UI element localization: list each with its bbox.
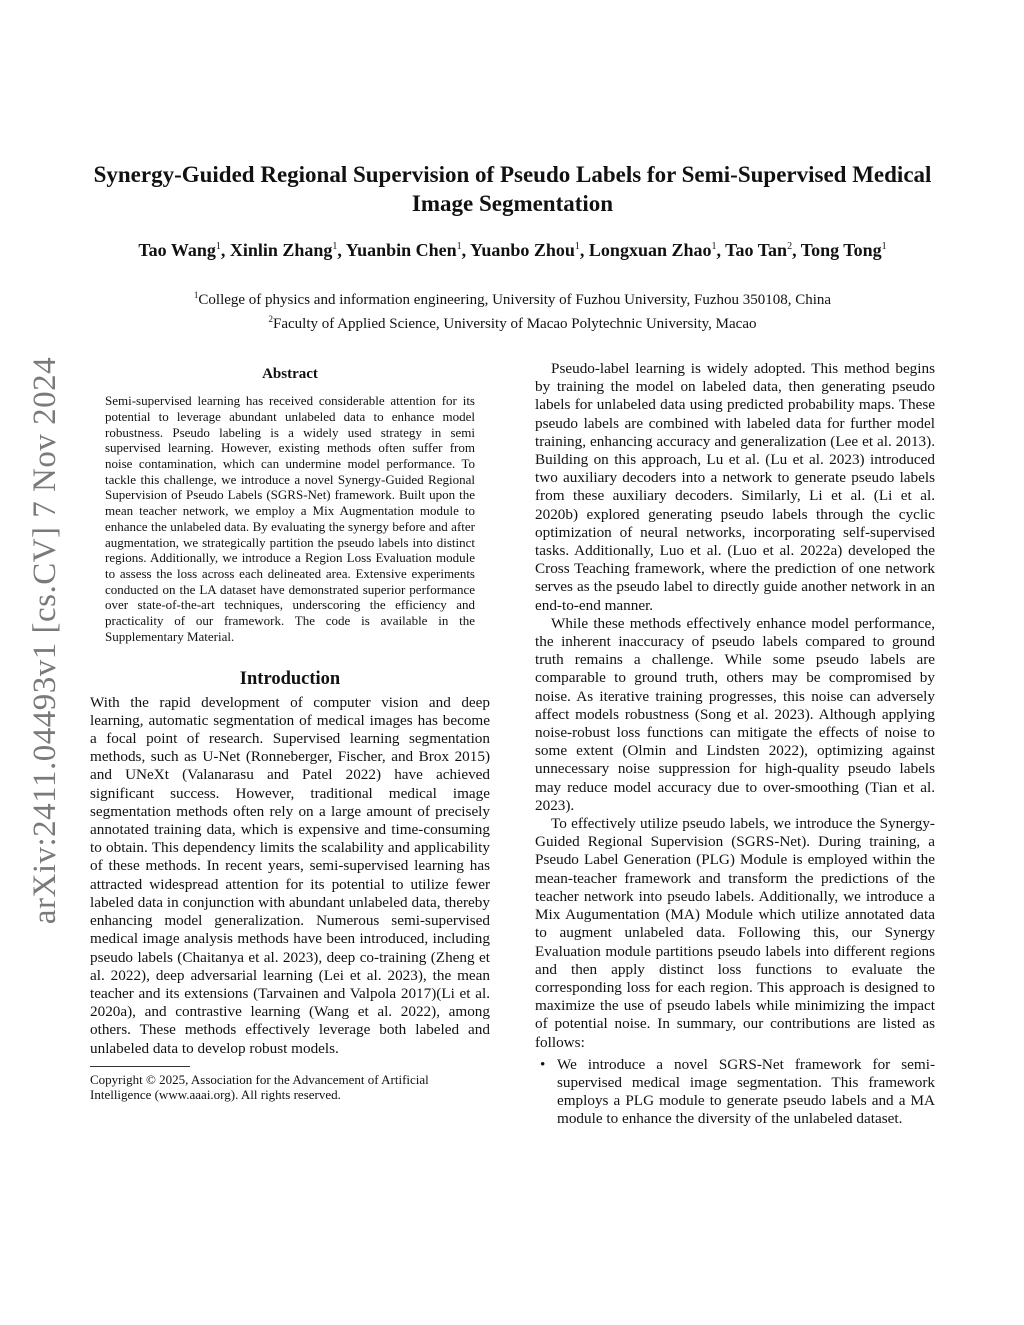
affiliation: $^2$Faculty of Applied Science, University of Macao Polytechnic University, Macao — [268, 314, 757, 332]
body-paragraph: While these methods effectively enhance model performance, the inherent inaccuracy of pseudo labels compared to ground truth remains a challenge. While some pseudo labels are comparable to ground truth, others may be compromised by noise. As iterative training progresses, this noise can adversely affect models robustness (Song et al. 2023). Although applying noise-robust loss functions can mitigate the effects of noise to some extent (Olmin and Lindsten 2022), optimizing against unnecessary noise suppression for high-quality pseudo labels may reduce model accuracy due to over-smoothing (Tian et al. 2023). — [535, 614, 935, 814]
body-paragraph: To effectively utilize pseudo labels, we introduce the Synergy-Guided Regional Supervision (SGRS-Net). During training, a Pseudo Label Generation (PLG) Module is employed within the mean-teacher framework and transform the predictions of the teacher network into pseudo labels. Additionally, we introduce a Mix Augumentation (MA) Module which utilize annotated data to augment unlabeled data. Following this, our Synergy Evaluation module partitions pseudo labels into different regions and then apply distinct loss functions to evaluate the corresponding loss for each region. This approach is designed to maximize the use of pseudo labels while minimizing the impact of potential noise. In summary, our contributions are listed as follows: — [535, 815, 935, 1051]
intro-paragraph: With the rapid development of computer vision and deep learning, automatic segmentation of medical images has become a focal point of research. Supervised learning segmentation methods, such as U-Net (Ronneberger, Fischer, and Brox 2015) and UNeXt (Valanarasu and Patel 2022) have achieved significant success. However, traditional medical image segmentation methods often rely on a large amount of precisely annotated training data, which is expensive and time-consuming to obtain. This dependency limits the scalability and applicability of these methods. In recent years, semi-supervised learning has attracted widespread attention for its potential to utilize fewer labeled data in conjunction with abundant unlabeled data, thereby enhancing model generalization. Numerous semi-supervised medical image analysis methods have been introduced, including pseudo labels (Chaitanya et al. 2023), deep co-training (Zheng et al. 2022), deep adversarial learning (Lei et al. 2023), the mean teacher and its extensions (Tarvainen and Valpola 2017)(Li et al. 2020a), and contrastive learning (Wang et al. 2022), among others. These methods effectively leverage both labeled and unlabeled data to develop robust models. — [90, 693, 490, 1057]
body-paragraph: Pseudo-label learning is widely adopted. This method begins by training the model on labeled data, then generating pseudo labels for unlabeled data using predicted probability maps. These pseudo labels are combined with labeled data for further model training, enhancing accuracy and generalization (Lee et al. 2013). Building on this approach, Lu et al. (Lu et al. 2023) introduced two auxiliary decoders into a network to generate pseudo labels from these auxiliary decoders. Similarly, Li et al. (Li et al. 2020b) explored generating pseudo labels through the cyclic optimization of neural networks, incorporating self-supervised tasks. Additionally, Luo et al. (Luo et al. 2022a) developed the Cross Teaching framework, where the prediction of one network serves as the pseudo label to directly guide another network in an end-to-end manner. — [535, 360, 935, 614]
copyright-footnote: Copyright © 2025, Association for the Advancement of Artificial Intelligence (www.aaai.org). All rights reserved. — [90, 1071, 429, 1103]
author: Tao Wang$^1$ — [138, 240, 221, 260]
right-column — [535, 360, 935, 1129]
author: Tong Tong$^1$ — [800, 240, 887, 260]
list-item — [535, 1056, 935, 1129]
left-column — [90, 360, 490, 1103]
footnote-divider — [90, 1066, 190, 1067]
introduction-heading: Introduction — [239, 669, 341, 690]
author: Yuanbo Zhou$^1$ — [470, 240, 580, 260]
arxiv-side-label — [16, 345, 76, 935]
contribution-text: We introduce a novel SGRS-Net framework for semi-supervised medical image segmentation. This framework employs a PLG module to generate pseudo labels and a MA module to enhance the diversity of the unlabeled dataset. — [557, 1055, 935, 1128]
author: Tao Tan$^2$ — [725, 240, 793, 260]
abstract-text: Semi-supervised learning has received considerable attention for its potential to leverage abundant unlabeled data to enhance model robustness. Pseudo labeling is a widely used strategy in semi supervised learning. However, existing methods often suffer from noise contamination, which can undermine model performance. To tackle this challenge, we introduce a novel Synergy-Guided Regional Supervision of Pseudo Labels (SGRS-Net) framework. Built upon the mean teacher network, we employ a Mix Augmentation module to enhance the unlabeled data. By evaluating the synergy before and after augmentation, we strategically partition the pseudo labels into distinct regions. Additionally, we introduce a Region Loss Evaluation module to assess the loss across each delineated area. Extensive experiments conducted on the LA dataset have demonstrated superior performance over state-of-the-art techniques, underscoring the efficiency and practicality of our framework. The code is available in the Supplementary Material. — [105, 393, 475, 644]
arxiv-identifier: arXiv:2411.04493v1 [cs.CV] 7 Nov 2024 — [27, 356, 64, 924]
author: Xinlin Zhang$^1$ — [229, 240, 338, 260]
paper-title: Synergy-Guided Regional Supervision of Pseudo Labels for Semi-Supervised Medical Image Segmentation — [93, 162, 932, 216]
abstract-heading: Abstract — [262, 366, 318, 382]
contributions-list — [535, 1056, 935, 1129]
affiliation: $^1$College of physics and information engineering, University of Fuzhou University, Fuzhou 350108, China — [193, 290, 832, 308]
affiliation-list — [90, 286, 935, 334]
author: Longxuan Zhao$^1$ — [588, 240, 717, 260]
bullet-icon: • — [540, 1055, 546, 1073]
author: Yuanbin Chen$^1$ — [345, 240, 462, 260]
author-list: Tao Wang$^1$, Xinlin Zhang$^1$, Yuanbin Chen$^1$, Yuanbo Zhou$^1$, Longxuan Zhao$^1$, Tao Tan$^2$, Tong Tong$^1$ — [138, 240, 887, 260]
